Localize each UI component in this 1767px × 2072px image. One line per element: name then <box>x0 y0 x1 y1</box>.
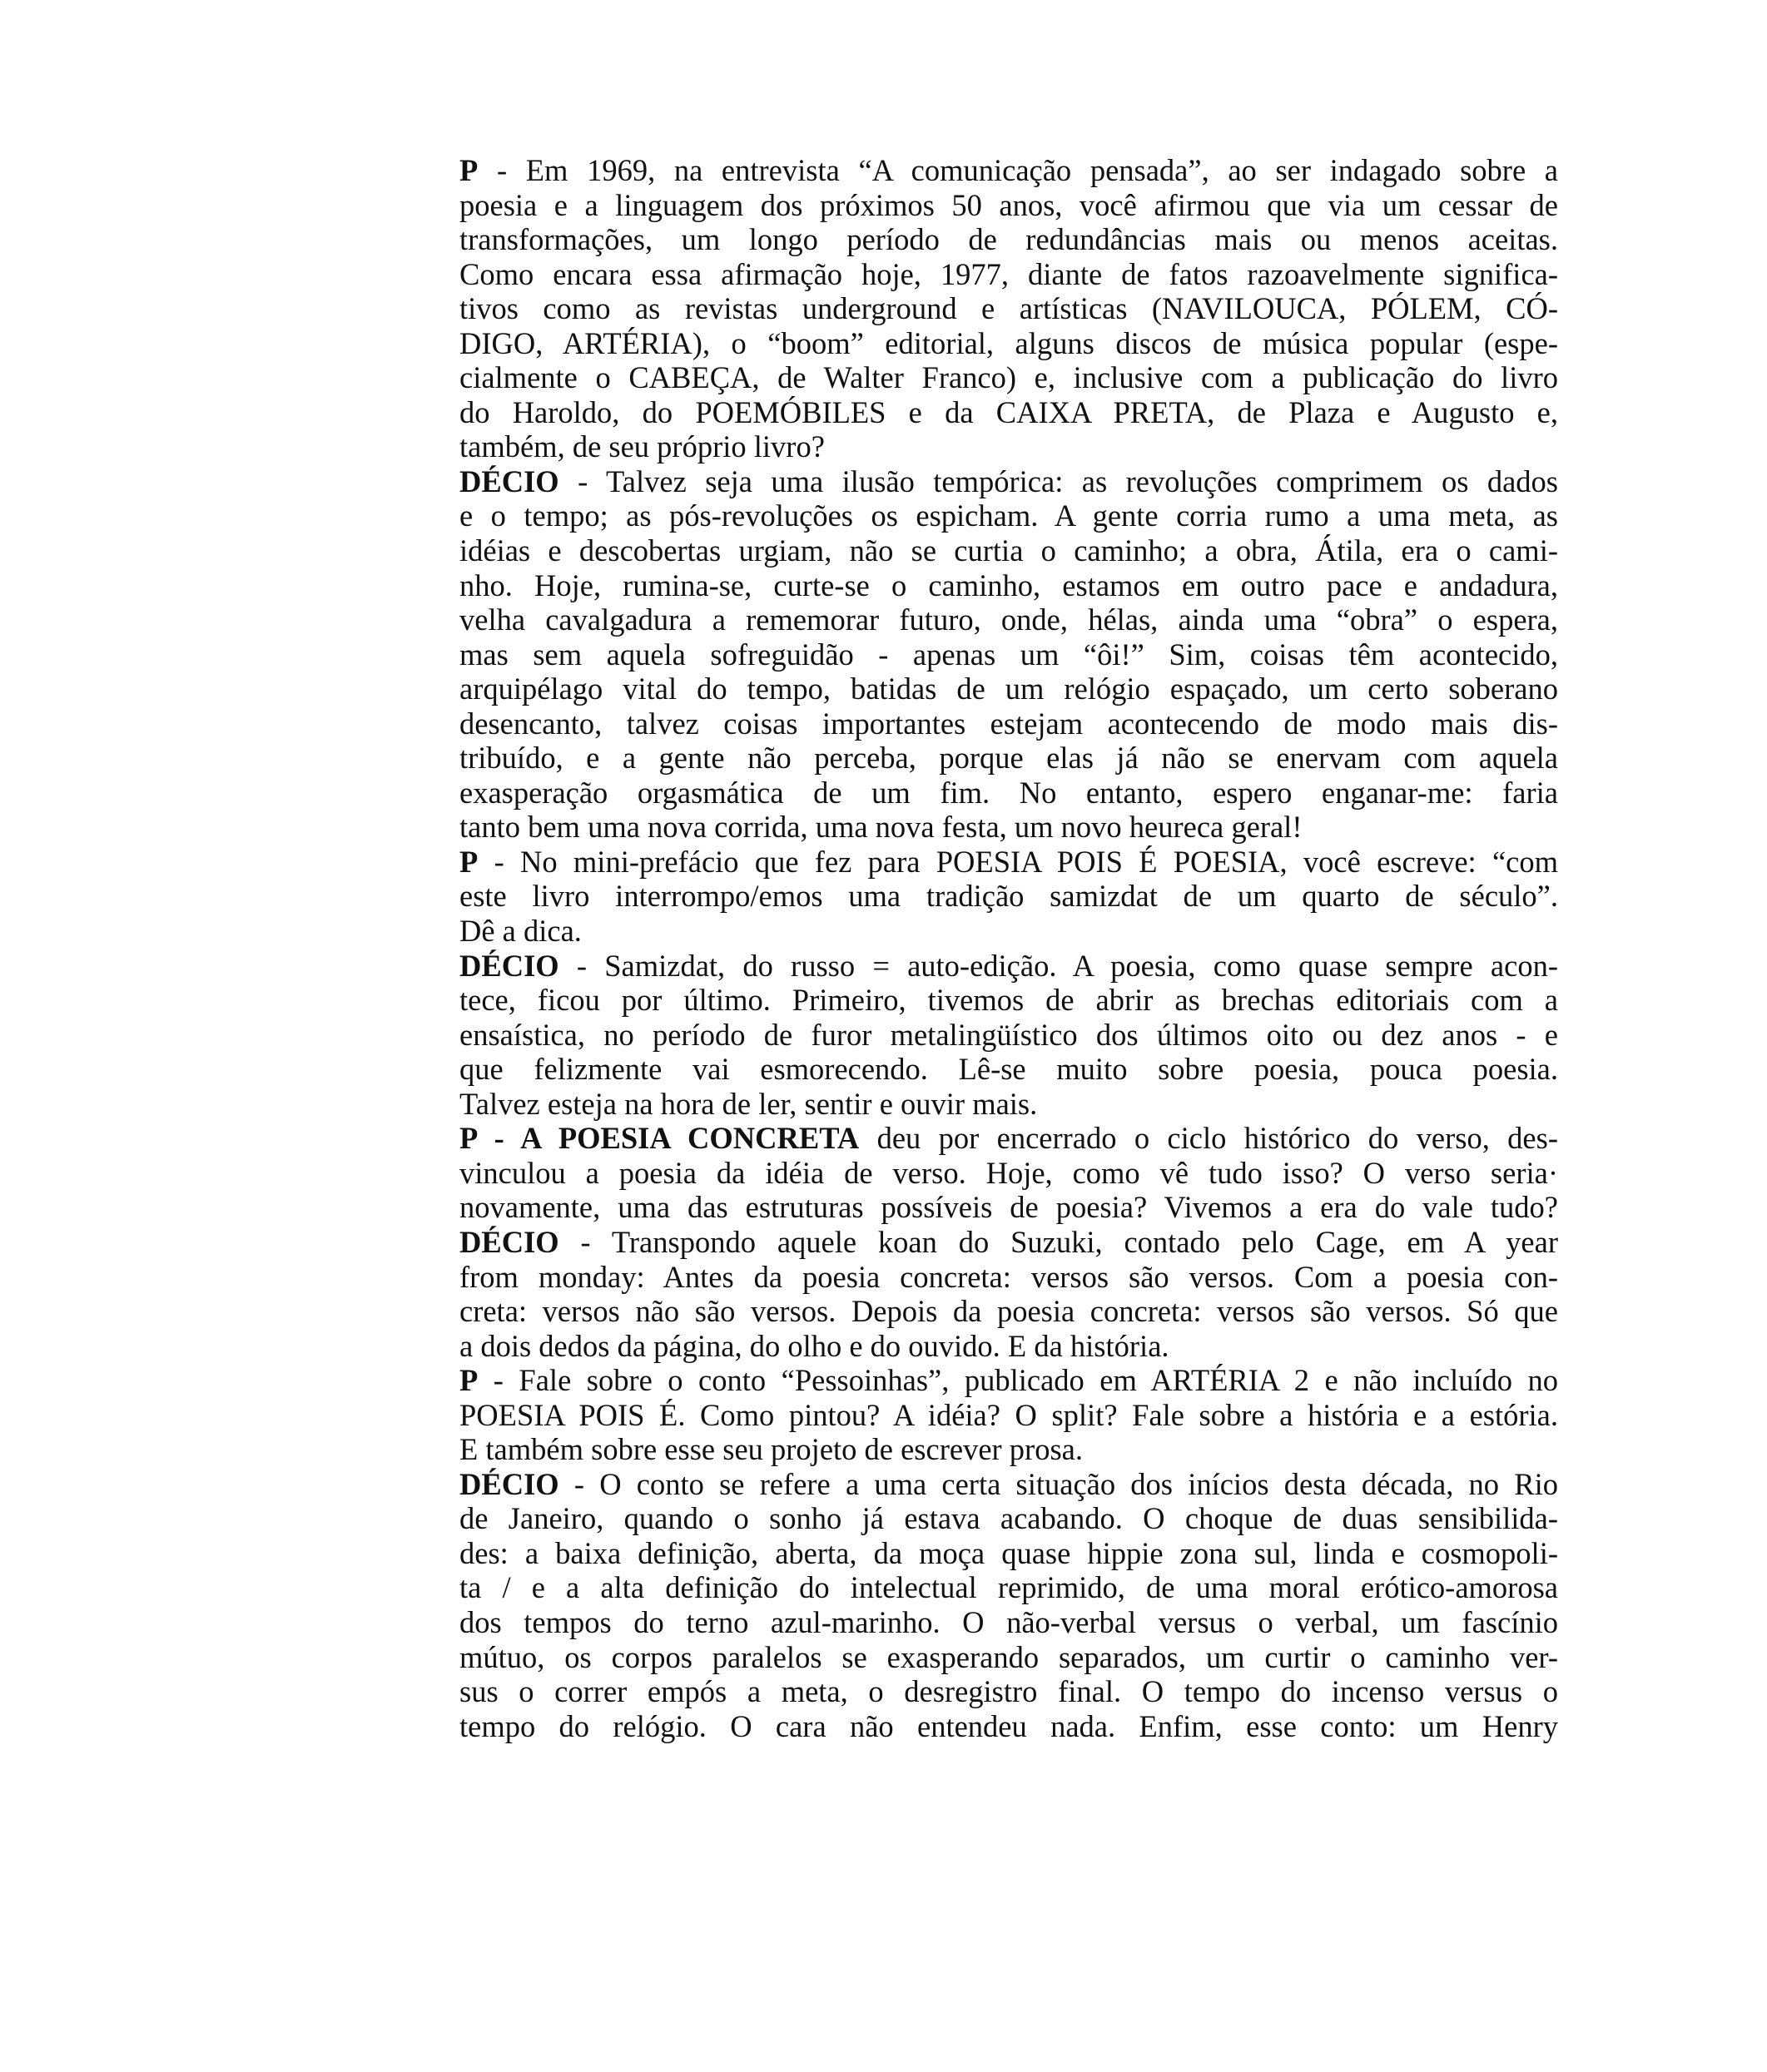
line-text: sus o correr empós a meta, o desregistro final. O tempo do incenso versus o <box>459 1674 1558 1709</box>
speaker-line <box>459 153 1558 188</box>
line-text: deu por encerrado o ciclo histórico do verso, des- <box>859 1121 1558 1156</box>
line-text: from monday: Antes da poesia concreta: versos são versos. Com a poesia con- <box>459 1259 1558 1294</box>
text-line <box>459 257 1558 292</box>
speaker-line <box>459 1121 1558 1156</box>
text-line <box>459 879 1558 914</box>
interview-text-column <box>459 153 1558 1743</box>
line-text: Dê a dica. <box>459 914 582 949</box>
text-line <box>459 395 1558 430</box>
line-text: tanto bem uma nova corrida, uma nova festa, um novo heureca geral! <box>459 810 1303 845</box>
speaker-line <box>459 949 1558 984</box>
text-line <box>459 1260 1558 1295</box>
text-line <box>459 706 1558 741</box>
line-text: do Haroldo, do POEMÓBILES e da CAIXA PRETA, de Plaza e Augusto e, <box>459 394 1558 429</box>
speaker-label: P <box>459 844 479 879</box>
line-text: vinculou a poesia da idéia de verso. Hoje, como vê tudo isso? O verso seria· <box>459 1155 1558 1190</box>
speaker-label: P <box>459 153 479 187</box>
text-line <box>459 498 1558 533</box>
line-text: de Janeiro, quando o sonho já estava acabando. O choque de duas sensibilida- <box>459 1501 1558 1536</box>
line-text: desencanto, talvez coisas importantes estejam acontecendo de modo mais dis- <box>459 706 1558 741</box>
line-text: idéias e descobertas urgiam, não se curtia o caminho; a obra, Átila, era o cami- <box>459 533 1558 568</box>
text-line <box>459 1709 1558 1744</box>
text-line <box>459 672 1558 706</box>
line-text: - No mini-prefácio que fez para POESIA POIS É POESIA, você escreve: “com <box>478 844 1558 879</box>
speaker-label: DÉCIO <box>459 1466 559 1501</box>
line-text: - Em 1969, na entrevista “A comunicação pensada”, ao ser indagado sobre a <box>478 153 1558 187</box>
text-line <box>459 1018 1558 1053</box>
line-text: transformações, um longo período de redundâncias mais ou menos aceitas. <box>459 222 1558 257</box>
text-line <box>459 1536 1558 1571</box>
text-line <box>459 326 1558 361</box>
speaker-label: P <box>459 1363 479 1398</box>
line-text: exasperação orgasmática de um fim. No entanto, espero enganar-me: faria <box>459 775 1558 810</box>
text-line <box>459 637 1558 672</box>
line-text: tivos como as revistas underground e artísticas (NAVILOUCA, PÓLEM, CÓ- <box>459 291 1558 326</box>
line-text: cialmente o CABEÇA, de Walter Franco) e, inclusive com a publicação do livro <box>459 360 1558 395</box>
line-text: Como encara essa afirmação hoje, 1977, diante de fatos razoavelmente significa- <box>459 256 1558 291</box>
line-text: ta / e a alta definição do intelectual reprimido, de uma moral erótico-amorosa <box>459 1570 1558 1605</box>
text-line <box>459 568 1558 603</box>
text-line <box>459 1605 1558 1640</box>
line-text: - Transpondo aquele koan do Suzuki, contado pelo Cage, em A year <box>558 1224 1558 1259</box>
line-text: E também sobre esse seu projeto de escrever prosa. <box>459 1432 1083 1467</box>
line-text: este livro interrompo/emos uma tradição samizdat de um quarto de século”. <box>459 879 1558 914</box>
line-text: creta: versos não são versos. Depois da poesia concreta: versos são versos. Só que <box>459 1294 1558 1329</box>
text-line <box>459 1398 1558 1433</box>
line-text: que felizmente vai esmorecendo. Lê-se muito sobre poesia, pouca poesia. <box>459 1052 1558 1087</box>
text-line <box>459 776 1558 810</box>
text-line <box>459 188 1558 223</box>
text-line <box>459 1570 1558 1605</box>
text-line <box>459 291 1558 326</box>
text-line <box>459 1501 1558 1536</box>
line-text: - Samizdat, do russo = auto-edição. A poesia, como quase sempre acon- <box>558 948 1558 983</box>
speaker-line <box>459 845 1558 880</box>
line-text: ensaística, no período de furor metalingüístico dos últimos oito ou dez anos - e <box>459 1017 1558 1052</box>
line-text: a dois dedos da página, do olho e do ouvido. E da história. <box>459 1328 1169 1363</box>
text-line <box>459 1674 1558 1709</box>
line-text: mas sem aquela sofreguidão - apenas um “ôi!” Sim, coisas têm acontecido, <box>459 637 1558 672</box>
line-text: nho. Hoje, rumina-se, curte-se o caminho, estamos em outro pace e andadura, <box>459 568 1558 602</box>
text-line <box>459 222 1558 257</box>
speaker-label: DÉCIO <box>459 948 559 983</box>
line-text: mútuo, os corpos paralelos se exasperando separados, um curtir o caminho ver- <box>459 1639 1558 1674</box>
line-text: DIGO, ARTÉRIA), o “boom” editorial, alguns discos de música popular (espe- <box>459 325 1558 360</box>
text-line <box>459 429 1558 464</box>
line-text: Talvez esteja na hora de ler, sentir e ouvir mais. <box>459 1086 1038 1121</box>
text-line <box>459 914 1558 949</box>
text-line <box>459 1190 1558 1225</box>
text-line <box>459 1432 1558 1467</box>
speaker-label: P - A POESIA CONCRETA <box>459 1121 860 1156</box>
line-text: des: a baixa definição, aberta, da moça quase hippie zona sul, linda e cosmopoli- <box>459 1535 1558 1570</box>
line-text: velha cavalgadura a rememorar futuro, onde, hélas, ainda uma “obra” o espera, <box>459 602 1558 637</box>
text-line <box>459 1052 1558 1087</box>
line-text: - Fale sobre o conto “Pessoinhas”, publicado em ARTÉRIA 2 e não incluído no <box>478 1363 1558 1398</box>
text-line <box>459 1087 1558 1122</box>
line-text: POESIA POIS É. Como pintou? A idéia? O split? Fale sobre a história e a estória. <box>459 1397 1558 1432</box>
text-line <box>459 1156 1558 1191</box>
speaker-line <box>459 1225 1558 1260</box>
speaker-label: DÉCIO <box>459 463 559 498</box>
text-line <box>459 533 1558 568</box>
text-line <box>459 983 1558 1018</box>
text-line <box>459 602 1558 637</box>
speaker-line <box>459 1467 1558 1502</box>
line-text: tribuído, e a gente não perceba, porque elas já não se enervam com aquela <box>459 741 1558 776</box>
speaker-label: DÉCIO <box>459 1224 559 1259</box>
line-text: - Talvez seja uma ilusão tempórica: as revoluções comprimem os dados <box>558 463 1558 498</box>
text-line <box>459 1294 1558 1329</box>
text-line <box>459 360 1558 395</box>
line-text: novamente, uma das estruturas possíveis de poesia? Vivemos a era do vale tudo? <box>459 1190 1558 1225</box>
line-text: tempo do relógio. O cara não entendeu nada. Enfim, esse conto: um Henry <box>459 1708 1558 1743</box>
line-text: também, de seu próprio livro? <box>459 429 825 464</box>
line-text: e o tempo; as pós-revoluções os espicham. A gente corria rumo a uma meta, as <box>459 498 1558 533</box>
text-line <box>459 1640 1558 1675</box>
line-text: poesia e a linguagem dos próximos 50 anos, você afirmou que via um cessar de <box>459 187 1558 222</box>
line-text: tece, ficou por último. Primeiro, tivemos de abrir as brechas editoriais com a <box>459 983 1558 1018</box>
line-text: arquipélago vital do tempo, batidas de um relógio espaçado, um certo soberano <box>459 672 1558 706</box>
line-text: dos tempos do terno azul-marinho. O não-verbal versus o verbal, um fascínio <box>459 1604 1558 1639</box>
speaker-line <box>459 464 1558 499</box>
speaker-line <box>459 1363 1558 1398</box>
text-line <box>459 1329 1558 1364</box>
text-line <box>459 810 1558 845</box>
line-text: - O conto se refere a uma certa situação dos inícios desta década, no Rio <box>558 1466 1558 1501</box>
text-line <box>459 741 1558 776</box>
